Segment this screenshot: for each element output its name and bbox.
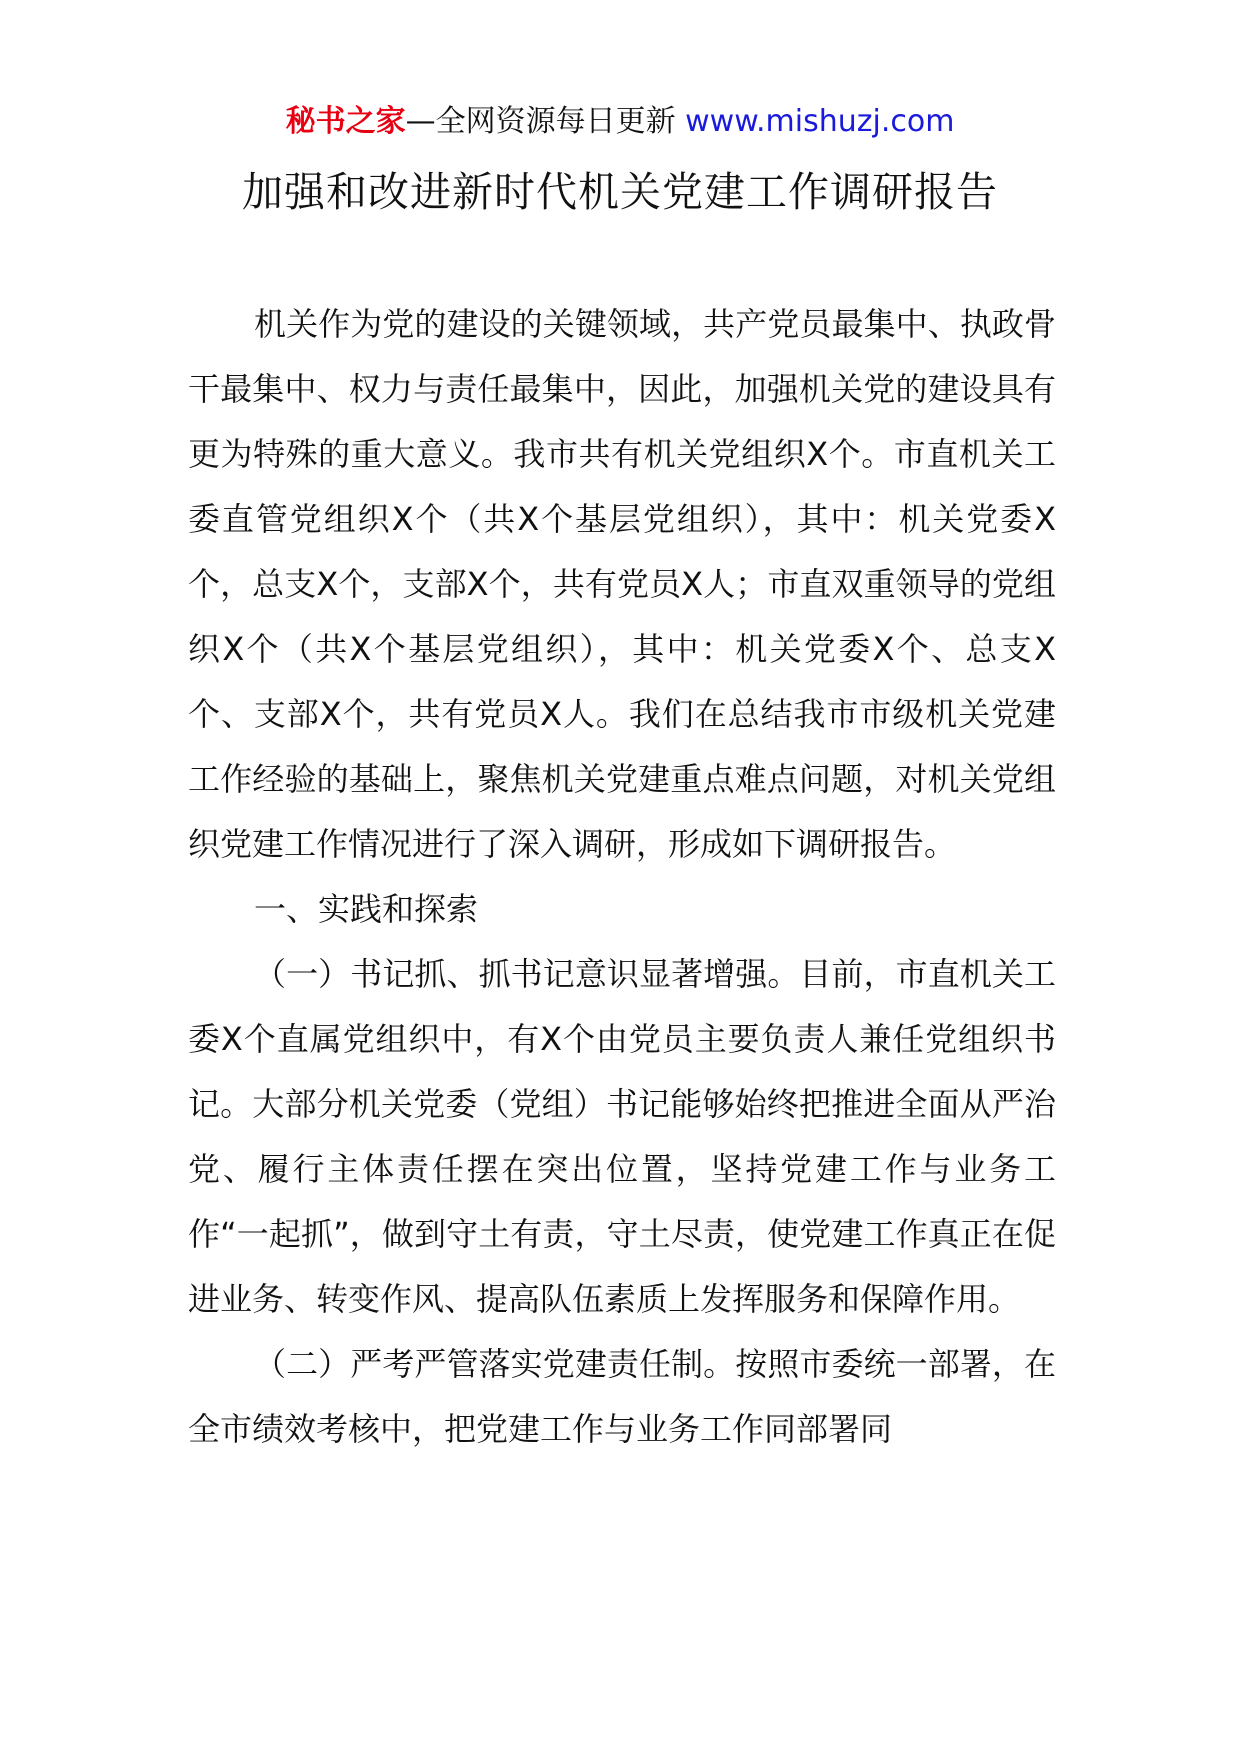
intro-paragraph: 机关作为党的建设的关键领域，共产党员最集中、执政骨干最集中、权力与责任最集中，因此，加强机关党的建设具有更为特殊的重大意义。我市共有机关党组织X个。市直机关工委直管党组织X个（共X个基层党组织），其中：机关党委X个，总支X个，支部X个，共有党员X人；市直双重领导的党组织X个（共X个基层党组织），其中：机关党委X个、总支X个、支部X个，共有党员X人。我们在总结我市市级机关党建工作经验的基础上，聚焦机关党建重点难点问题，对机关党组织党建工作情况进行了深入调研，形成如下调研报告。 xyxy=(188,305,1056,863)
header-tagline: —全网资源每日更新 xyxy=(405,104,676,139)
site-url-link[interactable]: www.mishuzj.com xyxy=(685,104,955,139)
site-header xyxy=(0,100,1240,144)
brand-name: 秘书之家 xyxy=(285,104,406,139)
subsection-paragraph: （一）书记抓、抓书记意识显著增强。目前，市直机关工委X个直属党组织中，有X个由党员主要负责人兼任党组织书记。大部分机关党委（党组）书记能够始终把推进全面从严治党、履行主体责任摆在突出位置，坚持党建工作与业务工作“一起抓”，做到守土有责，守土尽责，使党建工作真正在促进业务、转变作风、提高队伍素质上发挥服务和保障作用。 xyxy=(188,955,1056,1318)
section-heading: 一、实践和探索 xyxy=(254,890,479,928)
subsection-paragraph: （二）严考严管落实党建责任制。按照市委统一部署，在全市绩效考核中，把党建工作与业务工作同部署同 xyxy=(188,1345,1056,1448)
document-title: 加强和改进新时代机关党建工作调研报告 xyxy=(242,168,998,216)
document-body xyxy=(188,292,1056,1462)
